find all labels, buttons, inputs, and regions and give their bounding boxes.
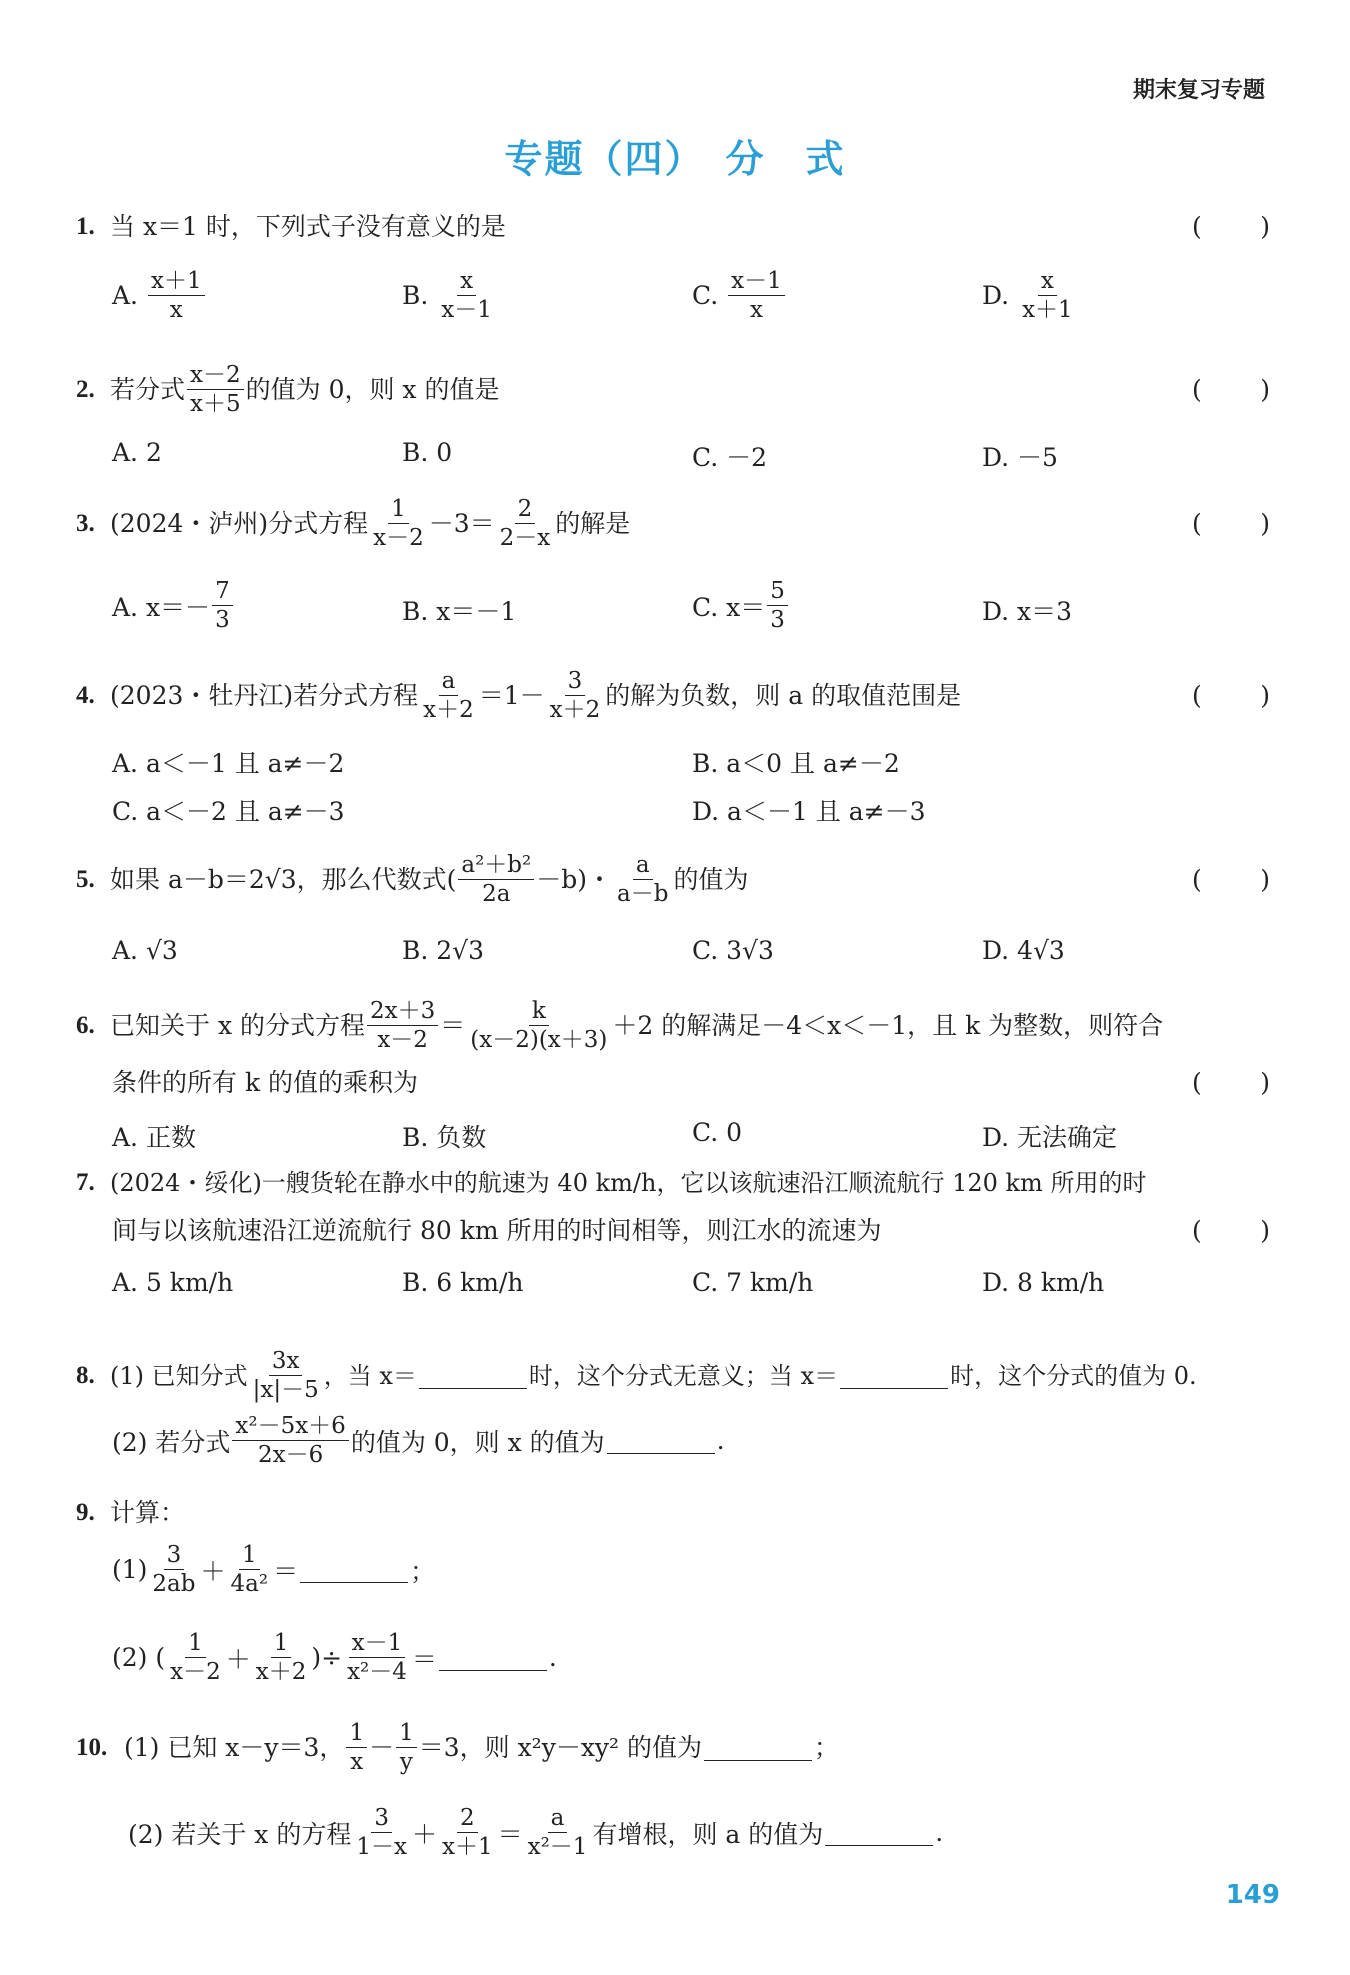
bracket-open: (	[1192, 1068, 1202, 1097]
question-number: 4.	[76, 682, 95, 710]
denominator: x－2	[170, 1659, 221, 1686]
numerator: x	[457, 268, 476, 296]
stem-text: ＝3，则 x²y－xy² 的值为	[418, 1733, 703, 1763]
option-b: B. 负数	[402, 1123, 487, 1152]
stem-text: ＝	[273, 1556, 299, 1586]
answer-bracket	[1192, 1070, 1270, 1095]
section-header: 期末复习专题	[1132, 78, 1265, 103]
answer-blank[interactable]	[607, 1427, 715, 1454]
question-9	[76, 1500, 1270, 1525]
fraction	[525, 1805, 591, 1861]
numerator: 3	[371, 1805, 392, 1833]
denominator: |x|－5	[252, 1377, 319, 1404]
numerator: x	[1038, 268, 1057, 296]
stem-text: 若分式	[110, 375, 186, 405]
stem-text: .	[716, 1426, 725, 1456]
denominator: 2－x	[499, 525, 551, 552]
numerator: k	[529, 998, 549, 1026]
stem-text: (1) 已知 x－y＝3，	[124, 1733, 345, 1763]
numerator: 1	[346, 1720, 367, 1748]
question-number: 8.	[76, 1362, 95, 1390]
fraction	[547, 668, 604, 724]
option-b: B. a＜0 且 a≠－2	[692, 749, 900, 778]
numerator: a	[439, 668, 459, 696]
fraction	[367, 998, 438, 1054]
stem-text: (1)	[112, 1555, 148, 1585]
fraction	[728, 268, 785, 324]
question-number: 5.	[76, 866, 95, 894]
denominator: a－b	[617, 881, 669, 908]
option-a: A. √3	[112, 936, 178, 965]
denominator: y	[399, 1749, 413, 1776]
denominator: x	[350, 1749, 364, 1776]
fraction	[1019, 268, 1076, 324]
fraction	[232, 1413, 348, 1469]
stem-text: ＝	[411, 1644, 437, 1674]
option-label: C. x＝	[692, 592, 766, 622]
question-stem: 计算：	[110, 1498, 186, 1527]
stem-text: ＋	[225, 1644, 251, 1674]
question-stem: 条件的所有 k 的值的乘积为	[112, 1068, 419, 1097]
denominator: x－2	[373, 525, 424, 552]
stem-text: ＋2 的解满足－4＜x＜－1，且 k 为整数，则符合	[612, 1011, 1164, 1041]
page-number: 149	[1225, 1880, 1280, 1910]
option-a: A. 2	[112, 438, 162, 467]
stem-text: ；	[410, 1556, 436, 1586]
question-6	[76, 998, 1270, 1054]
denominator: x＋1	[441, 1834, 493, 1861]
answer-blank[interactable]	[300, 1556, 408, 1583]
bracket-open: (	[1192, 212, 1202, 241]
fraction	[396, 1720, 417, 1776]
option-c: C. －2	[692, 443, 768, 472]
question-stem	[124, 1720, 1270, 1776]
option-c	[692, 268, 787, 324]
stem-text: ＝	[440, 1011, 466, 1041]
stem-text: 的解为负数，则 a 的取值范围是	[605, 681, 962, 711]
numerator: 3	[565, 668, 586, 696]
numerator: 1	[239, 1542, 260, 1570]
option-a: A. 5 km/h	[112, 1268, 234, 1297]
stem-text: ＝1－	[478, 681, 545, 711]
denominator: 2x－6	[257, 1442, 324, 1469]
fraction	[212, 578, 233, 634]
option-d: D. 4√3	[982, 936, 1065, 965]
option-c: C. a＜－2 且 a≠－3	[112, 797, 345, 826]
answer-bracket	[1192, 214, 1270, 239]
option-c: C. 3√3	[692, 936, 774, 965]
stem-text: －3＝	[428, 509, 495, 539]
stem-text: (2023・牡丹江)若分式方程	[110, 681, 419, 711]
question-5	[76, 852, 1270, 908]
numerator: 7	[212, 578, 233, 606]
fraction	[344, 1630, 410, 1686]
stem-text: 的值为 0，则 x 的值为	[350, 1427, 605, 1457]
stem-text: (1) 已知分式	[110, 1361, 248, 1390]
stem-text: .	[935, 1818, 944, 1848]
stem-text: 的值为	[673, 865, 749, 895]
numerator: 3	[164, 1542, 185, 1570]
question-stem: 当 x＝1 时，下列式子没有意义的是	[110, 212, 506, 241]
option-d: D. a＜－1 且 a≠－3	[692, 797, 926, 826]
question-number: 3.	[76, 510, 95, 538]
numerator: 3x	[269, 1348, 303, 1376]
stem-text: －	[369, 1733, 395, 1763]
bracket-open: (	[1192, 1216, 1202, 1245]
denominator: 1－x	[356, 1834, 407, 1861]
question-3	[76, 496, 1270, 552]
answer-blank[interactable]	[439, 1644, 547, 1671]
numerator: 1	[396, 1720, 417, 1748]
question-number: 10.	[76, 1734, 108, 1762]
stem-text: 的值为 0，则 x 的值是	[245, 375, 500, 405]
fraction	[767, 578, 788, 634]
numerator: 2	[457, 1805, 478, 1833]
question-10-part2	[128, 1805, 943, 1861]
option-d: D. 8 km/h	[982, 1268, 1105, 1297]
question-2	[76, 362, 1270, 418]
fraction	[167, 1630, 224, 1686]
question-7	[76, 1170, 1270, 1195]
fraction	[420, 668, 477, 724]
denominator: 2a	[482, 881, 511, 908]
stem-text: (2) 若分式	[112, 1427, 231, 1457]
question-6-line2	[112, 1070, 1270, 1095]
option-b: B. x＝－1	[402, 597, 517, 626]
denominator: 2ab	[152, 1571, 196, 1598]
bracket-close: )	[1260, 681, 1270, 711]
fraction	[439, 1805, 496, 1861]
fraction	[438, 268, 495, 324]
option-b: B. 2√3	[402, 936, 485, 965]
option-d: D. －5	[982, 443, 1058, 472]
numerator: 2x＋3	[367, 998, 438, 1026]
denominator: x－2	[377, 1027, 428, 1054]
page-title: 专题（四） 分 式	[504, 136, 846, 181]
fraction	[614, 852, 671, 908]
option-a: A. 正数	[112, 1123, 196, 1152]
question-1	[76, 214, 1270, 239]
bracket-open: (	[1192, 375, 1202, 405]
bracket-close: )	[1260, 1216, 1270, 1245]
answer-bracket	[1192, 865, 1270, 895]
option-a	[112, 578, 235, 634]
question-number: 6.	[76, 1012, 95, 1040]
bracket-close: )	[1260, 375, 1270, 405]
bracket-close: )	[1260, 1068, 1270, 1097]
stem-text: (2) (	[112, 1643, 166, 1673]
question-7-line2	[112, 1218, 1270, 1243]
denominator: 3	[770, 607, 785, 634]
question-stem	[110, 668, 1192, 724]
option-label: D.	[982, 281, 1010, 311]
fraction	[228, 1542, 272, 1598]
question-4	[76, 668, 1270, 724]
stem-text: 如果 a－b＝2√3，那么代数式(	[110, 865, 457, 895]
denominator: x＋2	[423, 697, 474, 724]
denominator: x－1	[441, 297, 492, 324]
option-b: B. 0	[402, 438, 453, 467]
question-stem	[110, 362, 1192, 418]
question-9-part2	[112, 1630, 557, 1686]
denominator: x²－1	[527, 1834, 588, 1861]
stem-text: 时，这个分式的值为 0.	[950, 1361, 1197, 1390]
fraction	[353, 1805, 410, 1861]
answer-bracket	[1192, 375, 1270, 405]
denominator: (x－2)(x＋3)	[470, 1027, 608, 1054]
question-stem: (2024・绥化)一艘货轮在静水中的航速为 40 km/h，它以该航速沿江顺流航行 120 km 所用的时	[110, 1168, 1147, 1197]
stem-text: )÷	[311, 1643, 343, 1673]
fraction	[497, 496, 554, 552]
denominator: x	[169, 297, 183, 324]
question-number: 1.	[76, 213, 95, 240]
stem-text: ＋	[200, 1556, 226, 1586]
question-number: 7.	[76, 1169, 95, 1196]
option-label: B.	[402, 281, 429, 311]
option-d	[982, 268, 1078, 324]
denominator: x	[749, 297, 763, 324]
numerator: a²＋b²	[458, 852, 534, 880]
numerator: 2	[515, 496, 536, 524]
option-a	[112, 268, 207, 324]
fraction	[149, 1542, 198, 1598]
stem-text: 已知关于 x 的分式方程	[110, 1011, 365, 1041]
fraction	[370, 496, 427, 552]
numerator: x－1	[349, 1630, 406, 1658]
question-9-part1	[112, 1542, 435, 1598]
option-b	[402, 268, 497, 324]
denominator: 3	[215, 607, 230, 634]
stem-text: 的解是	[555, 509, 631, 539]
stem-text: ，当 x＝	[323, 1361, 417, 1390]
numerator: 1	[388, 496, 409, 524]
question-stem	[110, 852, 1192, 908]
bracket-open: (	[1192, 865, 1202, 895]
option-c: C. 7 km/h	[692, 1268, 814, 1297]
fraction	[458, 852, 534, 908]
answer-blank[interactable]	[840, 1362, 948, 1389]
fraction	[187, 362, 244, 418]
fraction	[250, 1348, 322, 1404]
bracket-open: (	[1192, 509, 1202, 539]
stem-text: .	[548, 1643, 557, 1673]
stem-text: 时，这个分式无意义；当 x＝	[528, 1361, 839, 1390]
answer-bracket	[1192, 1218, 1270, 1243]
option-d: D. x＝3	[982, 597, 1073, 626]
numerator: a	[548, 1805, 568, 1833]
fraction	[148, 268, 205, 324]
answer-blank[interactable]	[419, 1362, 527, 1389]
question-stem	[110, 998, 1270, 1054]
question-8	[76, 1348, 1270, 1404]
answer-blank[interactable]	[704, 1734, 812, 1761]
numerator: x－2	[187, 362, 244, 390]
numerator: 1	[185, 1630, 206, 1658]
question-stem	[110, 496, 1192, 552]
stem-text: 有增根，则 a 的值为	[592, 1819, 824, 1849]
numerator: x＋1	[148, 268, 205, 296]
answer-blank[interactable]	[825, 1819, 933, 1846]
fraction	[467, 998, 610, 1054]
bracket-close: )	[1260, 212, 1270, 241]
option-c	[692, 578, 790, 634]
option-label: C.	[692, 281, 719, 311]
question-number: 2.	[76, 376, 95, 404]
option-c: C. 0	[692, 1118, 743, 1147]
stem-text: ；	[814, 1733, 840, 1763]
question-stem: 间与以该航速沿江逆流航行 80 km 所用的时间相等，则江水的流速为	[112, 1216, 882, 1245]
option-b: B. 6 km/h	[402, 1268, 524, 1297]
stem-text: ＝	[497, 1819, 523, 1849]
numerator: a	[633, 852, 653, 880]
denominator: x＋1	[1022, 297, 1073, 324]
option-label: A.	[112, 281, 139, 311]
denominator: x＋2	[255, 1659, 307, 1686]
denominator: x²－4	[347, 1659, 407, 1686]
question-number: 9.	[76, 1499, 95, 1526]
option-label: A. x＝－	[112, 592, 211, 622]
question-stem	[110, 1348, 1270, 1404]
bracket-open: (	[1192, 681, 1202, 711]
option-d: D. 无法确定	[982, 1123, 1118, 1152]
stem-text: ＋	[411, 1819, 437, 1849]
numerator: x²－5x＋6	[232, 1413, 348, 1441]
numerator: 5	[767, 578, 788, 606]
denominator: x＋2	[549, 697, 601, 724]
question-8-part2	[112, 1413, 725, 1469]
fraction	[346, 1720, 367, 1776]
denominator: 4a²	[230, 1571, 269, 1598]
denominator: x＋5	[190, 391, 241, 418]
numerator: x－1	[728, 268, 785, 296]
option-a: A. a＜－1 且 a≠－2	[112, 749, 345, 778]
bracket-close: )	[1260, 509, 1270, 539]
bracket-close: )	[1260, 865, 1270, 895]
stem-text: (2) 若关于 x 的方程	[128, 1819, 352, 1849]
stem-text: －b)・	[536, 865, 613, 895]
numerator: 1	[271, 1630, 292, 1658]
stem-text: (2024・泸州)分式方程	[110, 509, 369, 539]
question-10	[76, 1720, 1270, 1776]
answer-bracket	[1192, 509, 1270, 539]
answer-bracket	[1192, 681, 1270, 711]
fraction	[253, 1630, 310, 1686]
